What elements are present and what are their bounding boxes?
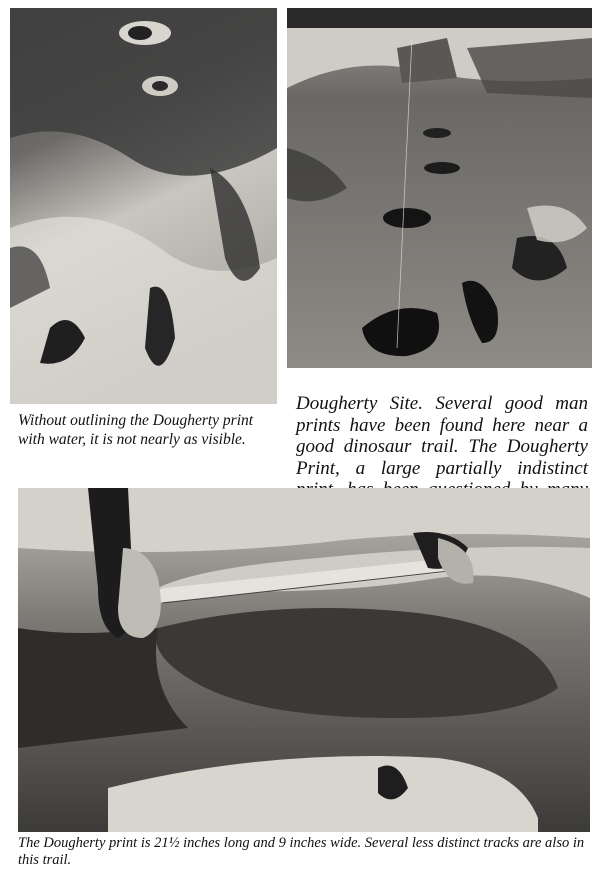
photo-dougherty-site <box>287 8 592 368</box>
photo-measuring-print <box>18 488 590 832</box>
caption-rock-surface: Without outlining the Dougherty print with water, it is not nearly as visible. <box>18 412 254 448</box>
caption-dougherty-site: Dougherty Site. Several good man prints have been found here near a good dinosaur trail. The Dougherty Print, a large partially indistinct <box>296 393 588 479</box>
photo-rock-surface <box>10 8 277 404</box>
caption-print-measurements: The Dougherty print is 21½ inches long and 9 inches wide. Several less distinct tracks are also in this trail. <box>18 835 585 868</box>
photo-rock-surface-image <box>10 8 277 404</box>
photo-dougherty-site-image <box>287 8 592 368</box>
photo-measuring-print-image <box>18 488 590 832</box>
